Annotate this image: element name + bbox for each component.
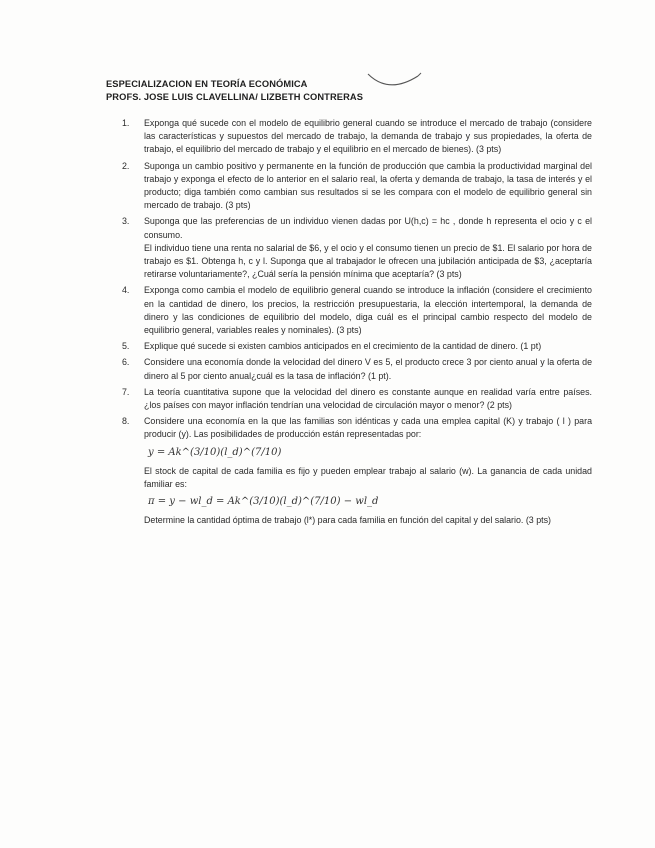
question-3 bbox=[118, 215, 592, 281]
professors-line: PROFS. JOSE LUIS CLAVELLINA/ LIZBETH CONTRERAS bbox=[106, 92, 364, 102]
question-text-continued: El stock de capital de cada familia es fijo y pueden emplear trabajo al salario (w). La ganancia de cada unidad familiar es: bbox=[144, 465, 592, 490]
question-7 bbox=[118, 386, 592, 412]
question-8 bbox=[118, 415, 592, 527]
question-list bbox=[118, 117, 592, 531]
question-text: Explique qué sucede si existen cambios anticipados en el crecimiento de la cantidad de dinero. (1 pt) bbox=[144, 341, 542, 352]
pen-scribble-mark bbox=[366, 70, 426, 92]
production-function-formula: y = Ak^(3/10)(l_d)^(7/10) bbox=[148, 446, 282, 458]
question-text: Considere una economía en la que las familias son idénticas y cada una emplea capital (K) y trabajo ( l ) para producir (y). Las posibilidades de producción están representadas por: bbox=[144, 416, 592, 440]
question-text-final: Determine la cantidad óptima de trabajo (l*) para cada familia en función del capital y del salario. (3 pts) bbox=[144, 515, 551, 526]
question-1 bbox=[118, 117, 592, 157]
question-number: 7. bbox=[122, 386, 130, 397]
question-text-continued: El individuo tiene una renta no salarial de $6, y el ocio y el consumo tienen un precio de $1. El salario por hora de trabajo es $1. Obtenga h, c y l. Suponga que al trabajador le ofrecen una jubilación anticipada de $3, ¿aceptaría retirarse voluntariamente?, ¿Cuál sería la pensión mínima que aceptaría? (3 pts) bbox=[144, 242, 592, 280]
profit-function-formula: π = y − wl_d = Ak^(3/10)(l_d)^(7/10) − wl_d bbox=[148, 496, 379, 508]
question-text: Exponga qué sucede con el modelo de equilibrio general cuando se introduce el mercado de trabajo (considere las características y supuestos del mercado de trabajo, la demanda de trabajo y sus propiedades, la oferta de trabajo, el equilibrio del mercado de trabajo y el equilibrio en el mercado de bienes). (3 pts) bbox=[144, 118, 592, 155]
question-text: Suponga un cambio positivo y permanente en la función de producción que cambia la productividad marginal del trabajo y exponga el efecto de lo anterior en el salario real, la oferta y demanda de trabajo, la tasa de interés y el producto; diga también como cambian sus resultados si se les compara con el modelo de equilibrio general sin mercado de trabajo. (3 pts) bbox=[144, 160, 592, 211]
question-number: 8. bbox=[122, 416, 130, 427]
question-text: La teoría cuantitativa supone que la velocidad del dinero es constante aunque en realidad varía entre países. ¿los países con mayor inflación tendrían una velocidad de circulación mayor o menor? (2 pts) bbox=[144, 386, 592, 411]
question-number: 2. bbox=[122, 160, 130, 171]
question-5 bbox=[118, 340, 592, 353]
question-number: 6. bbox=[122, 357, 130, 368]
question-6 bbox=[118, 356, 592, 382]
question-number: 4. bbox=[122, 285, 130, 296]
question-text: Considere una economía donde la velocidad del dinero V es 5, el producto crece 3 por ciento anual y la oferta de dinero al 5 por ciento anual¿cuál es la tasa de inflación? (1 pt). bbox=[144, 357, 592, 381]
course-title: ESPECIALIZACION EN TEORÍA ECONÓMICA bbox=[106, 79, 308, 89]
question-number: 1. bbox=[122, 118, 130, 128]
question-text: Exponga como cambia el modelo de equilibrio general cuando se introduce la inflación (considere el crecimiento en la cantidad de dinero, los precios, la restricción presupuestaria, la elección intertemporal, la demanda de dinero y las condiciones de equilibrio del modelo, diga cuál es el principal cambio respecto del modelo de equilibrio general, variables reales y nominales). (3 pts) bbox=[144, 285, 592, 336]
document-header bbox=[106, 78, 363, 104]
question-4 bbox=[118, 284, 592, 337]
question-text: Suponga que las preferencias de un individuo vienen dadas por U(h,c) = hc , donde h representa el ocio y c el consumo. bbox=[144, 216, 592, 240]
question-2 bbox=[118, 160, 592, 213]
question-number: 5. bbox=[122, 341, 130, 352]
question-number: 3. bbox=[122, 216, 130, 227]
